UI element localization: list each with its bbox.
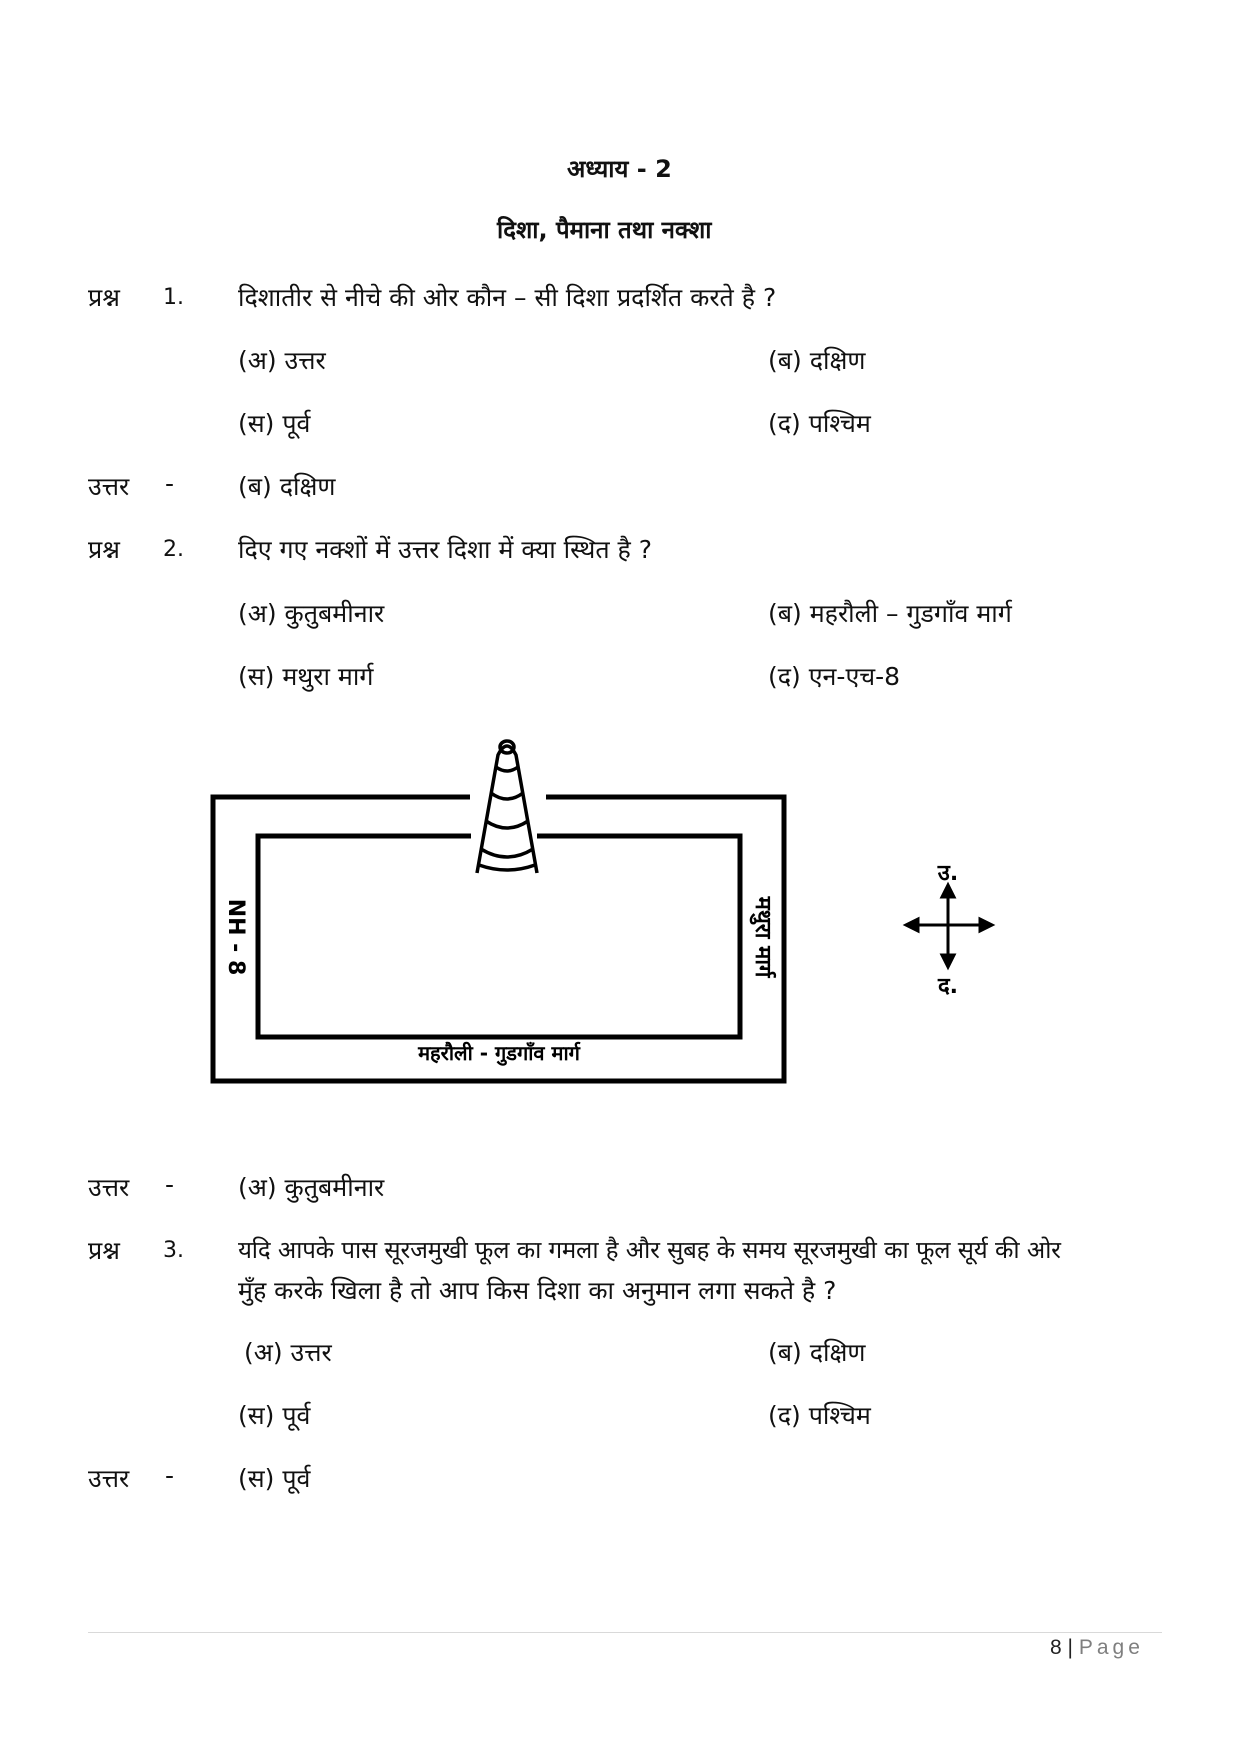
question-3-number: 3. (163, 1238, 184, 1263)
answer-1-dash: - (165, 469, 175, 498)
question-3-option-a: (अ) उत्तर (244, 1338, 332, 1367)
question-3-option-d: (द) पश्चिम (768, 1401, 871, 1430)
question-3-option-c: (स) पूर्व (238, 1401, 311, 1430)
question-1-number: 1. (163, 285, 184, 310)
answer-3-dash: - (165, 1461, 175, 1490)
question-2-number: 2. (163, 537, 184, 562)
question-2-option-d: (द) एन-एच-8 (768, 662, 901, 691)
question-1-text: दिशातीर से नीचे की ओर कौन – सी दिशा प्रदर्शित करते है ? (238, 283, 777, 312)
question-3-text-line1: यदि आपके पास सूरजमुखी फूल का गमला है और सुबह के समय सूरजमुखी का फूल सूर्य की ओर (238, 1236, 1061, 1264)
question-1-label: प्रश्न (88, 283, 120, 312)
answer-3-text: (स) पूर्व (238, 1464, 311, 1493)
question-2-option-b: (ब) महरौली – गुडगाँव मार्ग (768, 599, 1012, 628)
qutub-minar-icon (477, 741, 537, 873)
page-number: 8 (1050, 1636, 1062, 1659)
question-1-option-a: (अ) उत्तर (238, 346, 326, 375)
question-1-option-d: (द) पश्चिम (768, 409, 871, 438)
question-3-text-line2: मुँह करके खिला है तो आप किस दिशा का अनुमान लगा सकते है ? (238, 1276, 837, 1305)
chapter-heading: अध्याय - 2 (567, 155, 672, 183)
question-2-label: प्रश्न (88, 535, 120, 564)
answer-2-dash: - (165, 1170, 175, 1199)
compass-icon (906, 885, 992, 967)
left-road-label: NH - 8 (223, 898, 248, 976)
question-3-label: प्रश्न (88, 1236, 120, 1265)
map-diagram (200, 725, 1000, 1095)
question-2-option-a: (अ) कुतुबमीनार (238, 599, 385, 628)
footer-divider (88, 1632, 1162, 1633)
page-word: Page (1078, 1636, 1144, 1659)
question-1-option-b: (ब) दक्षिण (768, 346, 866, 375)
answer-1-text: (ब) दक्षिण (238, 472, 336, 501)
answer-3-label: उत्तर (88, 1464, 130, 1493)
question-1-option-c: (स) पूर्व (238, 409, 311, 438)
question-2-option-c: (स) मथुरा मार्ग (238, 662, 374, 691)
answer-1-label: उत्तर (88, 472, 130, 501)
page-title: दिशा, पैमाना तथा नक्शा (497, 216, 712, 244)
page-footer (1050, 1636, 1144, 1660)
page-separator: | (1067, 1636, 1073, 1659)
compass-south-label: द. (937, 974, 959, 999)
answer-2-text: (अ) कुतुबमीनार (238, 1173, 385, 1202)
answer-2-label: उत्तर (88, 1173, 130, 1202)
question-2-text: दिए गए नक्शों में उत्तर दिशा में क्या स्थित है ? (238, 535, 653, 564)
bottom-road-label: महरौली - गुडगाँव मार्ग (418, 1041, 580, 1065)
compass-north-label: उ. (937, 861, 959, 886)
inner-road-border (258, 836, 740, 1037)
right-road-label: मथुरा मार्ग (750, 896, 775, 978)
question-3-option-b: (ब) दक्षिण (768, 1338, 866, 1367)
